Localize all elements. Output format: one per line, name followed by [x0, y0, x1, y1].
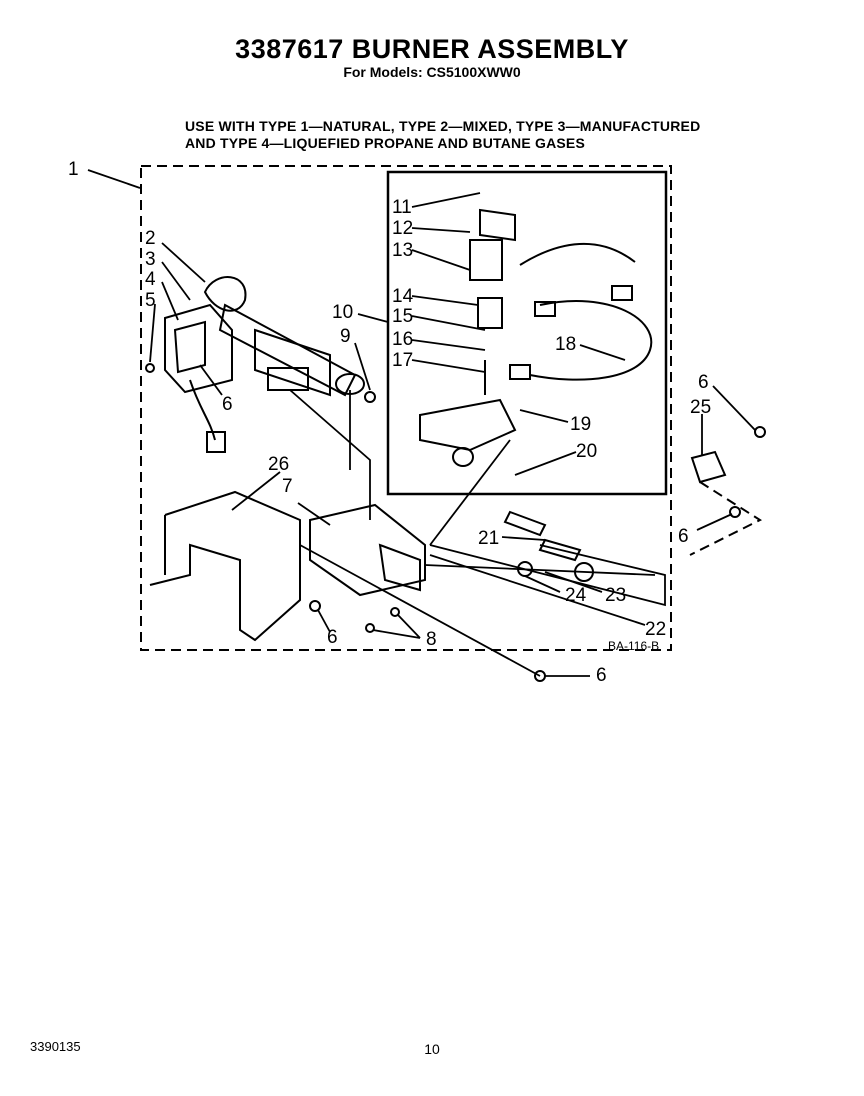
callout-16: 16 [392, 329, 414, 350]
model-subtitle: For Models: CS5100XWW0 [343, 64, 521, 80]
callout-12: 12 [392, 218, 414, 239]
callout-2: 2 [145, 228, 156, 249]
leader-20 [515, 452, 576, 475]
leader-2 [162, 243, 205, 282]
callout-17: 17 [392, 350, 414, 371]
screw-6-right [730, 507, 740, 517]
drawing-code: BA-116-B [608, 639, 660, 653]
leader-5 [150, 304, 155, 362]
leader-18 [580, 345, 625, 360]
callout-numbers [68, 159, 711, 686]
valve-base [420, 400, 515, 450]
callout-26: 26 [268, 454, 290, 475]
leader-1 [88, 170, 140, 188]
callout-25: 25 [690, 397, 712, 418]
leader-16 [412, 340, 485, 350]
callout-4: 4 [145, 269, 156, 290]
screw-8-b [391, 608, 399, 616]
leader-12 [412, 228, 470, 232]
callout-24: 24 [565, 585, 587, 606]
guide-line-sensor [690, 482, 760, 555]
callout-6-top-right: 6 [698, 372, 709, 393]
callout-6-bottom: 6 [596, 665, 607, 686]
callout-23: 23 [605, 585, 627, 606]
part-drawings [146, 210, 765, 681]
gas-type-line-2: AND TYPE 4—LIQUEFIED PROPANE AND BUTANE GASES [185, 135, 586, 151]
callout-3: 3 [145, 249, 156, 270]
callout-9: 9 [340, 326, 351, 347]
leader-19 [520, 410, 568, 422]
leader-24 [525, 576, 560, 592]
leader-17 [412, 360, 485, 372]
leader-7 [298, 503, 330, 525]
callout-11: 11 [392, 197, 412, 218]
callout-6-right: 6 [678, 526, 689, 547]
document-number: 3390135 [30, 1039, 81, 1054]
guide-line-burner [290, 390, 370, 520]
callout-20: 20 [576, 441, 598, 462]
harness-wire-b [530, 301, 651, 380]
callout-10: 10 [332, 302, 354, 323]
valve-coil-13 [470, 240, 502, 280]
leader-4 [162, 282, 178, 320]
washer-9 [365, 392, 375, 402]
screw-8-a [366, 624, 374, 632]
valve-coil-14 [478, 298, 502, 328]
leader-6a [200, 365, 222, 395]
callout-8: 8 [426, 629, 437, 650]
harness-connector-c [612, 286, 632, 300]
callout-21: 21 [478, 528, 500, 549]
orifice-21 [505, 512, 545, 535]
mounting-bracket [150, 492, 300, 640]
callout-15: 15 [392, 306, 414, 327]
callout-5: 5 [145, 290, 156, 311]
callout-6-left: 6 [327, 627, 338, 648]
leader-14 [412, 296, 478, 305]
gas-type-line-1: USE WITH TYPE 1—NATURAL, TYPE 2—MIXED, TYPE 3—MANUFACTURED [185, 118, 701, 134]
harness-wire-a [520, 244, 635, 265]
leader-26 [232, 472, 280, 510]
callout-18: 18 [555, 334, 577, 355]
leader-10 [358, 314, 388, 322]
screw-6-left [310, 601, 320, 611]
leader-6c [697, 514, 732, 530]
callout-1: 1 [68, 159, 79, 180]
leader-11 [412, 193, 480, 207]
screw-6-right-top [755, 427, 765, 437]
screw-5 [146, 364, 154, 372]
page-number: 10 [424, 1041, 440, 1057]
sensor-bracket [692, 452, 725, 482]
burner-bracket [255, 330, 330, 395]
coil-bracket [480, 210, 515, 240]
callout-13: 13 [392, 240, 414, 261]
igniter-connector [207, 432, 225, 452]
igniter-bracket [165, 305, 232, 392]
leader-15 [412, 316, 485, 330]
guide-line-orifice-tray [430, 545, 665, 605]
callout-14: 14 [392, 286, 414, 307]
callout-7: 7 [282, 476, 293, 497]
valve-assembly-box [388, 172, 666, 494]
page-title: 3387617 BURNER ASSEMBLY [235, 34, 629, 64]
leader-9 [355, 343, 370, 390]
leader-13 [412, 250, 470, 270]
callout-19: 19 [570, 414, 592, 435]
leader-21 [502, 537, 545, 540]
valve-port [453, 448, 473, 466]
callout-22: 22 [645, 619, 667, 640]
igniter-plate [175, 322, 205, 372]
callout-6-bracket: 6 [222, 394, 233, 415]
harness-connector-a [510, 365, 530, 379]
leader-3 [162, 262, 190, 300]
leader-6b [713, 386, 755, 430]
leader-lines [88, 170, 755, 676]
